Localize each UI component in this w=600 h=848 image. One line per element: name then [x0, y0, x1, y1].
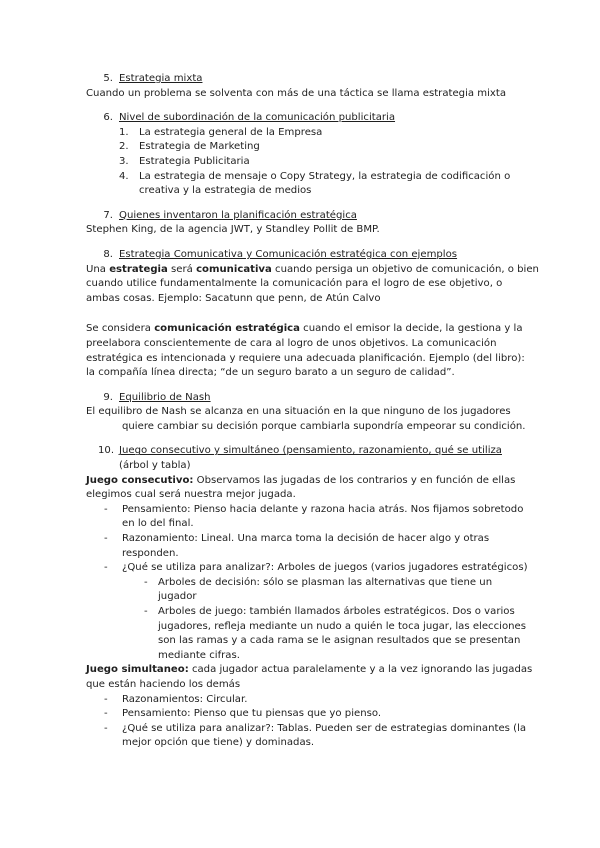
section-number: 10.	[98, 445, 115, 457]
section-7-text: Stephen King, de la agencia JWT, y Standley Pollit de BMP.	[86, 224, 380, 236]
list-item-continuation: creativa y la estrategia de medios	[139, 185, 312, 197]
list-item: 1. La estrategia general de la Empresa	[119, 126, 323, 138]
paragraph-line: elegimos cual será nuestra mejor jugada.	[86, 489, 296, 501]
paragraph-line: estratégica es intencionada y requiere una adecuada planificación. Ejemplo (del libro):	[86, 352, 525, 364]
section-9-heading	[86, 391, 526, 406]
paragraph-line: cuando utilice fundamentalmente la comunicación para el logro de ese objetivo, o	[86, 278, 503, 290]
paragraph-line: preelabora conscientemente de cara al logro de unos objetivos. La comunicación	[86, 337, 497, 349]
section-5-heading	[86, 72, 526, 87]
paragraph-line: quiere cambiar su decisión porque cambiarla supondría empeorar su condición.	[122, 420, 526, 432]
section-number: 6.	[103, 112, 113, 124]
section-title-continuation: (árbol y tabla)	[119, 460, 191, 472]
list-item-continuation: responden.	[122, 547, 179, 559]
section-10-heading	[86, 444, 526, 459]
list-item: - Pensamiento: Pienso que tu piensas que yo pienso.	[104, 708, 382, 720]
list-item: - Razonamiento: Lineal. Una marca toma la decisión de hacer algo y otras	[104, 533, 490, 545]
sub-list-item-continuation: jugadores, refleja mediante un nudo a quién le toca jugar, las elecciones	[158, 620, 527, 632]
paragraph-line: El equilibro de Nash se alcanza en una situación en la que ninguno de los jugadores	[86, 406, 511, 418]
sub-list-item: - Arboles de juego: también llamados árboles estratégicos. Dos o varios	[144, 606, 515, 617]
section-number: 8.	[103, 248, 113, 260]
paragraph-line: Se considera comunicación estratégica cuando el emisor la decide, la gestiona y la	[86, 323, 523, 335]
section-title: Equilibrio de Nash	[119, 391, 211, 403]
list-item: - Pensamiento: Pienso hacia delante y razona hacia atrás. Nos fijamos sobretodo	[104, 503, 524, 515]
sub-list-item-continuation: son las ramas y a cada rama se le asignan resultados que se presentan	[158, 635, 521, 647]
section-7-heading	[86, 209, 526, 224]
section-title: Nivel de subordinación de la comunicación publicitaria	[119, 112, 396, 124]
section-number: 5.	[103, 73, 113, 84]
list-item-continuation: mejor opción que tiene) y dominadas.	[122, 737, 315, 749]
sub-list-item-continuation: mediante cifras.	[158, 649, 240, 661]
section-title: Estrategia Comunicativa y Comunicación estratégica con ejemplos	[119, 248, 458, 260]
paragraph-line: ambas cosas. Ejemplo: Sacatunn que penn, de Atún Calvo	[86, 292, 381, 304]
section-8-heading	[86, 248, 526, 263]
list-item: - ¿Qué se utiliza para analizar?: Arboles de juegos (varios jugadores estratégicos)	[104, 562, 528, 574]
list-item: 3. Estrategia Publicitaria	[119, 155, 250, 167]
list-item: - Razonamientos: Circular.	[104, 693, 248, 705]
section-5-text: Cuando un problema se solventa con más de una táctica se llama estrategia mixta	[86, 87, 507, 99]
paragraph-line: la compañía línea directa; “de un seguro barato a un seguro de calidad”.	[86, 367, 455, 379]
section-6-heading	[86, 111, 526, 126]
paragraph-line: Juego simultaneo: cada jugador actua paralelamente y a la vez ignorando las jugadas	[86, 664, 533, 676]
list-item: 4. La estrategia de mensaje o Copy Strategy, la estrategia de codificación o	[119, 170, 511, 182]
sub-list-item-continuation: jugador	[158, 591, 197, 603]
sub-list-item: - Arboles de decisión: sólo se plasman las alternativas que tiene un	[144, 576, 493, 588]
list-item: 2. Estrategia de Marketing	[119, 141, 260, 153]
document-page	[86, 72, 539, 751]
paragraph-line: Una estrategia será comunicativa cuando persiga un objetivo de comunicación, o bien	[86, 263, 539, 275]
list-item-continuation: en lo del final.	[122, 518, 194, 530]
list-item: - ¿Qué se utiliza para analizar?: Tablas. Pueden ser de estrategias dominantes (la	[104, 722, 527, 734]
section-number: 7.	[103, 209, 113, 221]
section-title: Estrategia mixta	[119, 73, 203, 84]
section-title: Juego consecutivo y simultáneo (pensamiento, razonamiento, qué se utiliza	[119, 445, 502, 457]
paragraph-line: que están haciendo los demás	[86, 678, 241, 690]
paragraph-line: Juego consecutivo: Observamos las jugadas de los contrarios y en función de ellas	[86, 474, 516, 486]
section-title: Quienes inventaron la planificación estratégica	[119, 209, 357, 221]
section-number: 9.	[103, 391, 113, 403]
